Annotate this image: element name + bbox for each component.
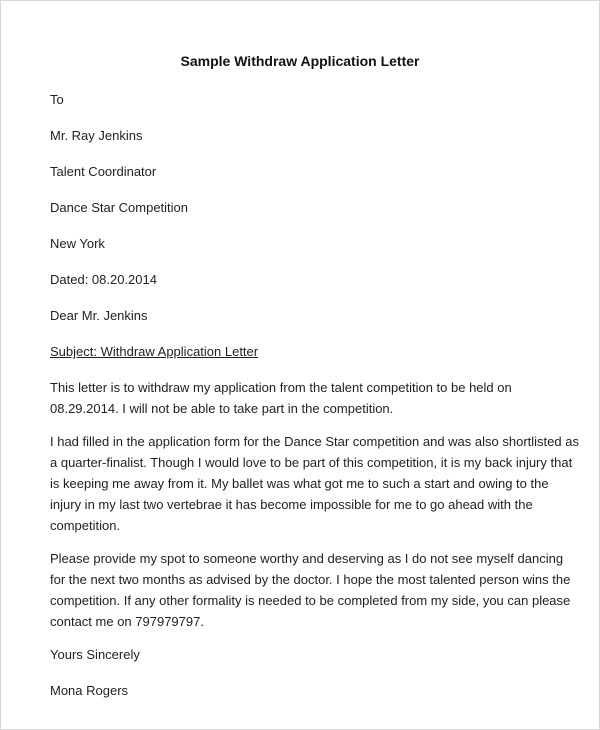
paragraph-3: Please provide my spot to someone worthy and deserving as I do not see myself dancing for the next two months as advised by the doctor. I hope the most talented person wins the competition. If any other formality is needed to be completed from my side, you can please contact me on 797979797.: [50, 551, 571, 629]
date: Dated: 08.20.2014: [50, 272, 157, 287]
to-label: To: [50, 92, 64, 107]
subject-line: Subject: Withdraw Application Letter: [50, 344, 259, 359]
paragraph-2: I had filled in the application form for the Dance Star competition and was also shortlisted as a quarter-finalist. Though I would love to be part of this competition, it is my back injury that is keeping me away from it. My ballet was what got me to such a start and owing to the injury in my last two vertebrae it has become impossible for me to go ahead with the competition.: [50, 434, 579, 533]
paragraph-1: This letter is to withdraw my application from the talent competition to be held on 08.29.2014. I will not be able to take part in the competition.: [50, 380, 512, 416]
letter-body: [50, 89, 580, 716]
organization-name: Dance Star Competition: [50, 200, 189, 215]
letter-title: Sample Withdraw Application Letter: [180, 53, 420, 69]
salutation: Dear Mr. Jenkins: [50, 308, 148, 323]
signature-name: Mona Rogers: [50, 683, 129, 698]
closing: Yours Sincerely: [50, 647, 140, 662]
city: New York: [50, 236, 105, 251]
recipient-title: Talent Coordinator: [50, 164, 157, 179]
recipient-name: Mr. Ray Jenkins: [50, 128, 143, 143]
